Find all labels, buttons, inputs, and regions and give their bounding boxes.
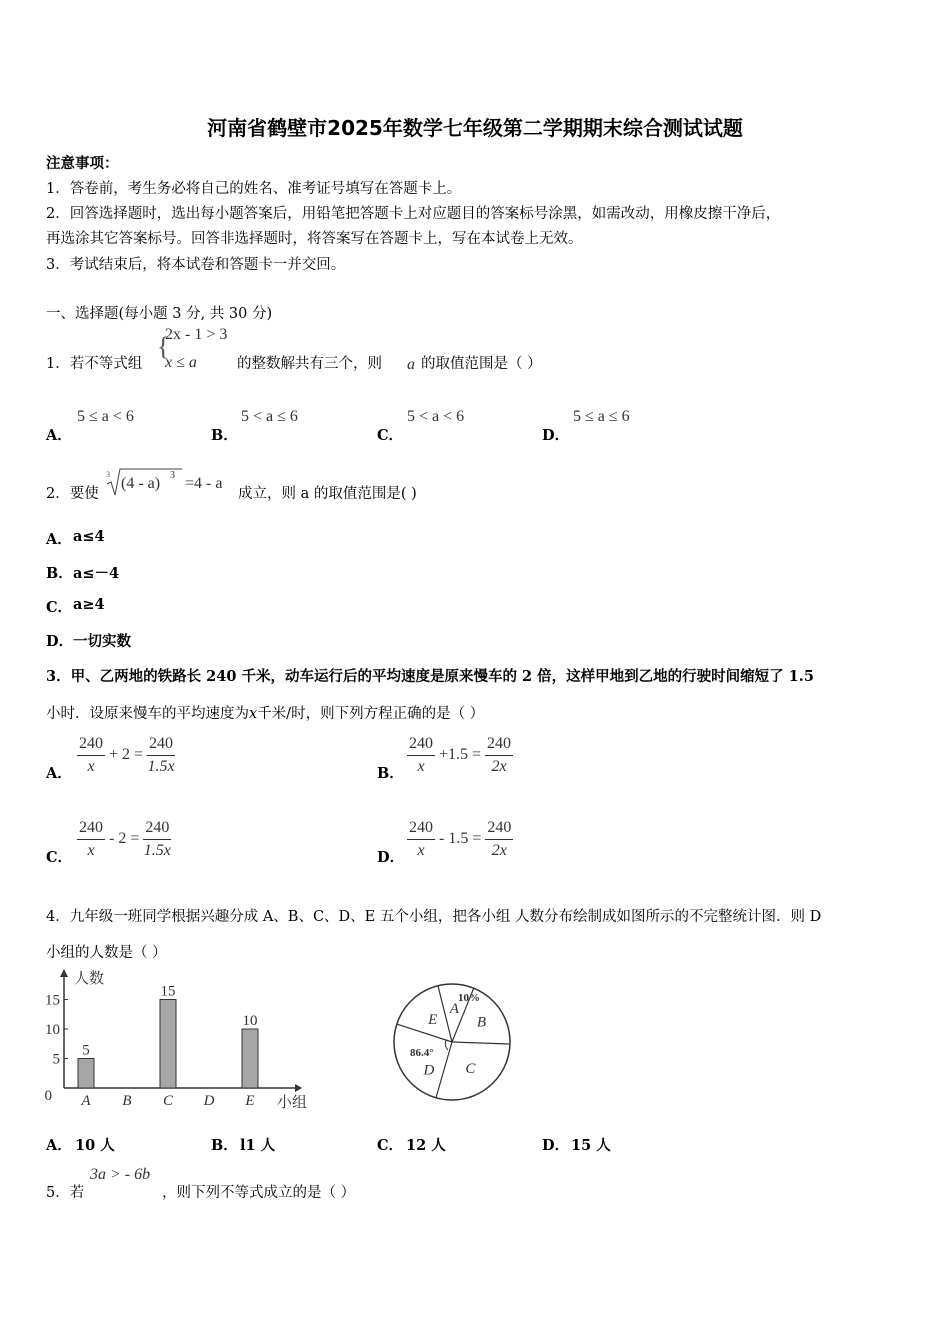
q2-option-c-label[interactable]: C． — [46, 599, 73, 616]
q1-ineq1: 2x - 1 > 3 — [165, 326, 228, 343]
q2-exponent: 3 — [170, 470, 175, 481]
pie-chart — [390, 975, 525, 1110]
notice-item: 1．答卷前，考生务必将自己的姓名、准考证号填写在答题卡上。 — [46, 181, 462, 197]
q4-line1: 4．九年级一班同学根据兴趣分成 A、B、C、D、E 五个小组，把各小组 人数分布绘制成如图所示的不完整统计图．则 D — [46, 909, 822, 925]
q3-option-c-label[interactable]: C． — [46, 849, 73, 866]
pie-slice-label: A — [449, 1001, 459, 1018]
y-tick-label: 0 — [44, 1088, 52, 1104]
bar-chart — [40, 965, 330, 1115]
q1-option-c[interactable]: 5 < a < 6 — [407, 408, 465, 425]
q2-option-a[interactable]: a≤4 — [73, 528, 105, 545]
q2-radicand: (4 - a) — [121, 475, 161, 492]
svg-text:3: 3 — [106, 470, 110, 479]
q4-option-d-label[interactable]: D． — [542, 1137, 570, 1154]
q2-option-b[interactable]: a≤－4 — [73, 565, 120, 582]
bar — [242, 1029, 258, 1088]
q2-stem: 2．要使 — [46, 486, 99, 502]
q3-line2 — [46, 702, 484, 723]
q3-option-b-label[interactable]: B． — [377, 765, 404, 782]
q1-option-a[interactable]: 5 ≤ a < 6 — [77, 408, 134, 425]
q3-option-a-label[interactable]: A． — [46, 765, 72, 782]
q1-var: a — [407, 356, 415, 373]
pie-slice-divider — [452, 1042, 510, 1044]
q2-option-d-label[interactable]: D． — [46, 633, 74, 650]
bar-data-label: 15 — [160, 983, 176, 1000]
q5-expr: 3a > - 6b — [90, 1166, 151, 1183]
q4-option-b-label[interactable]: B． — [211, 1137, 238, 1154]
q3-line1: 3．甲、乙两地的铁路长 240 千米，动车运行后的平均速度是原来慢车的 2 倍，这样甲地到乙地的行驶时间缩短了 1.5 — [46, 668, 814, 685]
bar-data-label: 10 — [242, 1013, 258, 1029]
pie-slice-label: D — [423, 1062, 435, 1079]
pie-slice-label: B — [476, 1014, 487, 1031]
q1-stem: 1．若不等式组 — [46, 356, 143, 372]
y-tick-label: 10 — [45, 1022, 60, 1038]
q2-text: 成立，则 a 的取值范围是( ) — [238, 486, 417, 502]
q1-text: 的整数解共有三个，则 — [237, 356, 382, 372]
pie-slice-divider — [397, 1024, 452, 1042]
pie-annotation: 86.4° — [410, 1047, 434, 1059]
q3-option-a[interactable]: $\frac{240}{x}$ + 2 = $\frac{240}{1.5x}$ — [79, 735, 175, 775]
y-axis-label: 人数 — [74, 971, 105, 987]
q1-option-a-label[interactable]: A． — [46, 427, 72, 444]
q1-text2: 的取值范围是（ ） — [421, 356, 542, 372]
q3-line2-a: 小时．设原来慢车的平均速度为 — [46, 706, 249, 722]
pie-slice-divider — [436, 1042, 452, 1098]
q3-option-b[interactable]: $\frac{240}{x}$ +1.5 = $\frac{240}{2x}$ — [409, 735, 512, 775]
q1-option-d-label[interactable]: D． — [542, 427, 570, 444]
q4-option-b[interactable]: l1 人 — [240, 1137, 276, 1154]
q5-stem: 5．若 — [46, 1185, 85, 1201]
x-tick-label: B — [122, 1093, 132, 1109]
bar — [160, 1000, 176, 1089]
q3-option-d[interactable]: $\frac{240}{x}$ - 1.5 = $\frac{240}{2x}$ — [409, 819, 512, 859]
q4-option-c-label[interactable]: C． — [377, 1137, 404, 1154]
q2-option-a-label[interactable]: A． — [46, 531, 72, 548]
q2-option-b-label[interactable]: B． — [46, 565, 73, 582]
angle-arc — [445, 1040, 448, 1050]
pie-annotation: 10% — [458, 992, 480, 1004]
page-title: 河南省鹤壁市2025年数学七年级第二学期期末综合测试试题 — [207, 116, 743, 140]
notice-item: 2．回答选择题时，选出每小题答案后，用铅笔把答题卡上对应题目的答案标号涂黑，如需改动，用橡皮擦干净后， — [46, 206, 781, 222]
q1-option-b-label[interactable]: B． — [211, 427, 238, 444]
x-axis-arrow-icon — [295, 1084, 302, 1092]
q2-rhs: =4 - a — [185, 475, 223, 492]
q2-option-c[interactable]: a≥4 — [73, 596, 105, 613]
q5-text: ，则下列不等式成立的是（ ） — [162, 1185, 356, 1201]
q2-option-d[interactable]: 一切实数 — [73, 633, 131, 650]
q3-option-d-label[interactable]: D． — [377, 849, 405, 866]
x-tick-label: C — [162, 1093, 174, 1109]
bar — [78, 1059, 94, 1089]
q4-option-d[interactable]: 15 人 — [571, 1137, 611, 1154]
pie-slice-label: C — [465, 1061, 476, 1078]
q4-line2: 小组的人数是（ ） — [46, 945, 167, 961]
q3-option-c[interactable]: $\frac{240}{x}$ - 2 = $\frac{240}{1.5x}$ — [79, 819, 171, 859]
q4-option-a-label[interactable]: A． — [46, 1137, 72, 1154]
q1-option-c-label[interactable]: C． — [377, 427, 404, 444]
x-tick-label: A — [81, 1093, 91, 1109]
q1-option-b[interactable]: 5 < a ≤ 6 — [241, 408, 298, 425]
notice-item: 3．考试结束后，将本试卷和答题卡一并交回。 — [46, 257, 346, 273]
q3-line2-var: x — [249, 706, 258, 722]
q1-ineq2: x ≤ a — [165, 354, 197, 371]
y-tick-label: 15 — [45, 992, 60, 1009]
y-axis-arrow-icon — [60, 969, 68, 977]
q4-option-a[interactable]: 10 人 — [75, 1137, 115, 1154]
y-tick-label: 5 — [52, 1051, 60, 1068]
x-tick-label: E — [245, 1093, 255, 1109]
notice-item: 再选涂其它答案标号。回答非选择题时，将答案写在答题卡上，写在本试卷上无效。 — [46, 231, 583, 247]
q4-option-c[interactable]: 12 人 — [406, 1137, 446, 1154]
brace-icon: { — [157, 332, 170, 361]
pie-slice-label: E — [428, 1012, 438, 1029]
q3-line2-b: 千米/时，则下列方程正确的是（ ） — [257, 706, 485, 722]
q1-option-d[interactable]: 5 ≤ a ≤ 6 — [573, 408, 630, 425]
bar-data-label: 5 — [82, 1042, 90, 1059]
section-heading: 一、选择题(每小题 3 分, 共 30 分) — [46, 306, 273, 322]
x-tick-label: D — [203, 1093, 215, 1109]
notice-heading: 注意事项： — [46, 155, 119, 172]
x-axis-label: 小组 — [277, 1095, 308, 1111]
